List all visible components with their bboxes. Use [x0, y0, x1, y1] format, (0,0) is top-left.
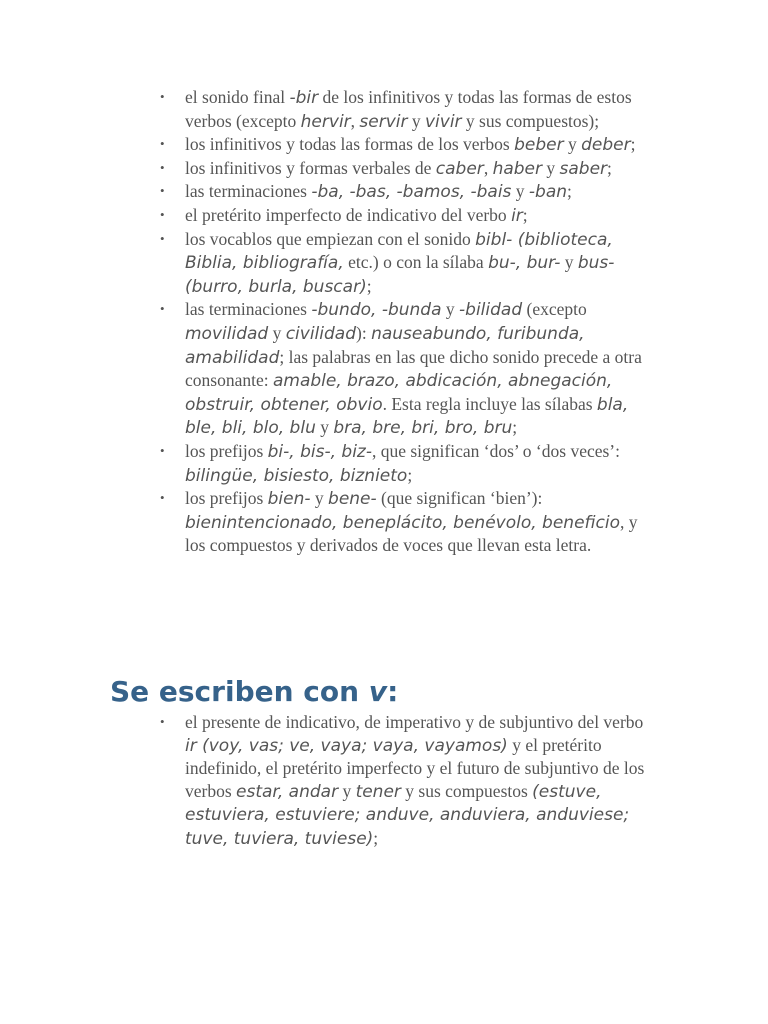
rule-text: y	[542, 157, 560, 178]
example-text: bus- (burro, burla, buscar)	[185, 253, 615, 297]
rule-text: el presente de indicativo, de imperativo y de subjuntivo del verbo	[185, 712, 644, 732]
rule-text: el sonido final	[185, 87, 290, 107]
rule-text: y	[407, 110, 425, 131]
rule-text: ;	[607, 157, 612, 178]
rule-text: y	[441, 299, 460, 320]
heading-prefix: Se escriben con	[110, 675, 369, 708]
rule-text: y	[560, 252, 578, 273]
rule-item	[160, 204, 650, 228]
rule-text: , que significan ‘dos’ o ‘dos veces’:	[371, 440, 620, 461]
rule-item	[160, 157, 650, 181]
rule-item	[160, 487, 650, 557]
rule-text: ):	[356, 322, 372, 343]
rule-item	[160, 228, 650, 299]
rule-item	[160, 133, 650, 157]
rule-item	[160, 298, 650, 440]
example-text: (estuve, estuviera, estuviere; anduve, anduviera, anduviese; tuve, tuviera, tuviese)	[185, 781, 630, 849]
rule-text: , y los compuestos y derivados de voces que llevan esta letra.	[185, 511, 638, 556]
example-text: bi-, bis-, biz-	[267, 441, 372, 462]
example-text: -ba, -bas, -bamos, -bais	[311, 182, 512, 203]
rule-text: los infinitivos y formas verbales de	[185, 157, 436, 178]
example-text: bu-, bur-	[488, 253, 561, 274]
example-text: -bir	[289, 88, 319, 108]
example-text: tener	[355, 781, 401, 802]
rule-text: etc.) o con la sílaba	[343, 252, 489, 273]
rule-text: ;	[522, 204, 528, 225]
rule-text: las terminaciones	[185, 299, 312, 320]
rule-item	[160, 86, 650, 133]
rule-text: (excepto	[522, 299, 587, 320]
rule-text: los prefijos	[185, 488, 268, 509]
example-text: estar, andar	[236, 781, 339, 802]
rule-text: ;	[630, 134, 636, 155]
rule-text: ,	[350, 110, 360, 131]
example-text: deber	[581, 135, 631, 156]
rule-text: ,	[483, 157, 493, 178]
rule-text: los infinitivos y todas las formas de los verbos	[185, 134, 515, 155]
example-text: bla, ble, bli, blo, blu	[185, 394, 629, 439]
rule-text: ;	[366, 275, 372, 296]
rule-text: . Esta regla incluye las sílabas	[382, 393, 597, 414]
rule-text: y	[511, 181, 529, 202]
rule-text: los prefijos	[185, 440, 268, 461]
example-text: -ban	[528, 182, 568, 203]
example-text: movilidad	[185, 323, 269, 344]
rule-text: y el pretérito indefinido, el pretérito imperfecto y el futuro de subjuntivo de los verbos	[185, 734, 645, 801]
example-text: bilingüe, bisiesto, biznieto	[185, 465, 408, 486]
rule-item	[160, 180, 650, 204]
example-text: nauseabundo, furibunda, amabilidad	[185, 323, 585, 368]
example-text: amable, brazo, abdicación, abnegación, obstruir, obtener, obvio	[185, 371, 613, 415]
rule-text: y	[268, 322, 286, 343]
rule-text: y	[310, 488, 329, 509]
example-text: ir (voy, vas; ve, vaya; vaya, vayamos)	[185, 735, 508, 756]
example-text: bienintencionado, beneplácito, benévolo, beneficio	[185, 512, 620, 533]
rule-text: ;	[407, 464, 413, 485]
rule-text: ;	[373, 827, 379, 848]
example-text: hervir	[300, 111, 351, 132]
b-rules-list	[160, 86, 650, 557]
heading-suffix: :	[387, 675, 399, 708]
example-text: bene-	[328, 489, 377, 510]
rule-text: y sus compuestos	[400, 780, 533, 801]
rule-text: ;	[512, 417, 518, 438]
example-text: beber	[514, 135, 564, 156]
example-text: servir	[359, 111, 408, 132]
rule-text: y	[563, 134, 582, 155]
example-text: bra, bre, bri, bro, bru	[333, 418, 513, 439]
rule-item	[160, 440, 650, 487]
rule-text: y sus compuestos);	[461, 110, 600, 131]
rule-item	[160, 711, 650, 851]
rule-text: y	[338, 780, 356, 801]
example-text: caber	[435, 158, 484, 179]
example-text: bien-	[267, 489, 311, 510]
rule-text: los vocablos que empiezan con el sonido	[185, 228, 476, 249]
v-rules-list	[160, 711, 650, 851]
example-text: bibl- (biblioteca, Biblia, bibliografía,	[185, 229, 613, 274]
rule-text: el pretérito imperfecto de indicativo del verbo	[185, 204, 512, 225]
example-text: -bundo, -bunda	[311, 300, 442, 321]
section-heading-v	[110, 670, 398, 714]
heading-letter: v	[368, 675, 388, 708]
example-text: vivir	[424, 111, 462, 132]
example-text: saber	[559, 158, 608, 179]
example-text: haber	[492, 158, 542, 179]
rule-text: de los infinitivos y todas las formas de estos verbos (excepto	[185, 87, 632, 131]
example-text: -bilidad	[459, 300, 523, 321]
rule-text: ; las palabras en las que dicho sonido precede a otra consonante:	[185, 346, 642, 391]
rule-text: (que significan ‘bien’):	[376, 488, 543, 509]
rule-text: y	[315, 417, 334, 438]
rule-text: ;	[567, 181, 572, 202]
example-text: civilidad	[285, 323, 357, 344]
example-text: ir	[511, 205, 523, 226]
rule-text: las terminaciones	[185, 181, 312, 202]
